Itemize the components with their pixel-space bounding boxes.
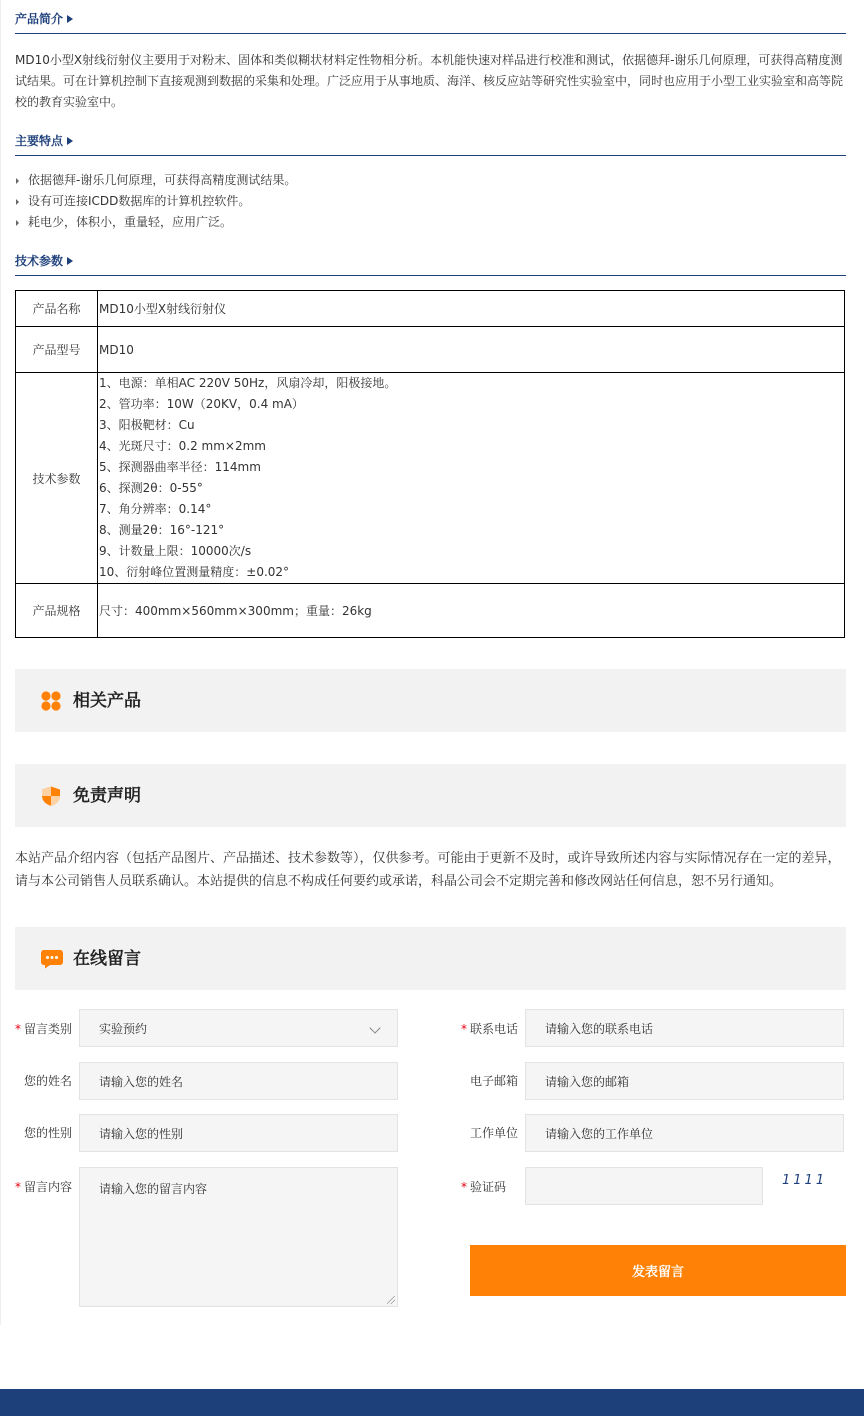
spec-value: MD10小型X射线衍射仪 xyxy=(98,291,845,327)
name-placeholder: 请输入您的姓名 xyxy=(99,1074,184,1089)
phone-label: * 联系电话 xyxy=(460,1022,518,1036)
spec-key: 产品规格 xyxy=(16,584,98,638)
chat-bubble-icon xyxy=(41,949,63,969)
intro-text: MD10小型X射线衍射仪主要用于对粉末、固体和类似糊状材料定性物相分析。本机能快速对样品进行校准和测试，依据德拜-谢乐几何原理，可获得高精度测试结果。可在计算机控制下直接观测到数据的采集和处理。广泛应用于从事地质、海洋、核反应站等研究性实验室中，同时也应用于小型工业实验室和高等院校的教育实验室中。 xyxy=(15,53,844,109)
spec-line: 3、阳极靶材：Cu xyxy=(99,418,195,432)
message-title: 在线留言 xyxy=(73,949,141,969)
spec-line: 2、管功率：10W（20KV，0.4 mA） xyxy=(99,397,304,411)
spec-line: 10、衍射峰位置测量精度：±0.02° xyxy=(99,565,290,579)
phone-placeholder: 请输入您的联系电话 xyxy=(545,1021,654,1036)
resize-handle-icon[interactable] xyxy=(387,1296,395,1304)
feature-item: 依据德拜-谢乐几何原理，可获得高精度测试结果。 xyxy=(15,170,847,191)
features-list xyxy=(15,170,847,233)
spec-key: 技术参数 xyxy=(16,373,98,584)
message-header xyxy=(15,927,846,990)
category-label: * 留言类别 xyxy=(15,1022,73,1036)
triangle-right-icon xyxy=(67,137,73,145)
specs-title: 技术参数 xyxy=(15,254,64,268)
spec-key: 产品名称 xyxy=(16,291,98,327)
spec-value: MD10 xyxy=(98,327,845,373)
disclaimer-text: 本站产品介绍内容（包括产品图片、产品描述、技术参数等），仅供参考。可能由于更新不及时，或许导致所述内容与实际情况存在一定的差异，请与本公司销售人员联系确认。本站提供的信息不构成任何要约或承诺，科晶公司会不定期完善和修改网站任何信息，恕不另行通知。 xyxy=(15,851,841,889)
captcha-image[interactable]: 1111 xyxy=(782,1173,828,1188)
email-placeholder: 请输入您的邮箱 xyxy=(545,1074,630,1089)
spec-line: 4、光斑尺寸：0.2 mm×2mm xyxy=(99,439,266,453)
category-select[interactable] xyxy=(79,1009,398,1047)
spec-line: 5、探测器曲率半径：114mm xyxy=(99,460,261,474)
company-placeholder: 请输入您的工作单位 xyxy=(545,1126,654,1141)
name-label: 您的姓名 xyxy=(23,1074,72,1088)
triangle-right-icon xyxy=(67,257,73,265)
phone-input[interactable] xyxy=(525,1009,844,1047)
disclaimer-title: 免责声明 xyxy=(73,786,141,806)
gender-label: 您的性别 xyxy=(23,1126,72,1140)
spec-key: 产品型号 xyxy=(16,327,98,373)
spec-table xyxy=(15,290,845,638)
table-row xyxy=(16,373,845,584)
captcha-label: * 验证码 xyxy=(460,1180,506,1194)
email-input[interactable] xyxy=(525,1062,844,1100)
content-textarea[interactable] xyxy=(79,1167,398,1307)
spec-line: 6、探测2θ：0-55° xyxy=(99,481,203,495)
grid-petals-icon xyxy=(41,691,61,711)
specs-section-header xyxy=(15,250,846,276)
footer-bar xyxy=(0,1389,864,1416)
spec-line: 7、角分辨率：0.14° xyxy=(99,502,212,516)
category-selected-value: 实验预约 xyxy=(99,1021,148,1036)
submit-button[interactable]: 发表留言 xyxy=(470,1245,846,1296)
table-row xyxy=(16,327,845,373)
content-placeholder: 请输入您的留言内容 xyxy=(99,1182,208,1196)
email-label: 电子邮箱 xyxy=(469,1074,518,1088)
disclaimer-header xyxy=(15,764,846,827)
left-edge-line xyxy=(0,0,1,1325)
required-mark: * xyxy=(15,1180,21,1194)
required-mark: * xyxy=(460,1180,467,1194)
table-row xyxy=(16,584,845,638)
gender-placeholder: 请输入您的性别 xyxy=(99,1126,184,1141)
triangle-right-icon xyxy=(67,15,73,23)
related-products-header xyxy=(15,669,846,732)
content-label: * 留言内容 xyxy=(15,1180,73,1194)
feature-item: 设有可连接ICDD数据库的计算机控软件。 xyxy=(15,191,847,212)
related-products-title: 相关产品 xyxy=(73,691,141,711)
features-title: 主要特点 xyxy=(15,134,64,148)
spec-line: 1、电源：单相AC 220V 50Hz，风扇冷却，阳极接地。 xyxy=(99,376,397,390)
table-row xyxy=(16,291,845,327)
intro-title: 产品简介 xyxy=(15,12,64,26)
feature-item: 耗电少，体积小，重量轻，应用广泛。 xyxy=(15,212,847,233)
spec-value xyxy=(98,373,845,584)
spec-line: 8、测量2θ：16°-121° xyxy=(99,523,225,537)
spec-value: 尺寸：400mm×560mm×300mm；重量：26kg xyxy=(98,584,845,638)
shield-icon xyxy=(41,786,61,806)
spec-line: 9、计数量上限：10000次/s xyxy=(99,544,252,558)
intro-section-header xyxy=(15,8,846,34)
captcha-input[interactable] xyxy=(525,1167,763,1205)
required-mark: * xyxy=(460,1022,467,1036)
features-section-header xyxy=(15,130,846,156)
name-input[interactable] xyxy=(79,1062,398,1100)
gender-input[interactable] xyxy=(79,1114,398,1152)
company-input[interactable] xyxy=(525,1114,844,1152)
company-label: 工作单位 xyxy=(469,1126,518,1140)
chevron-down-icon xyxy=(369,1022,380,1033)
required-mark: * xyxy=(15,1022,21,1036)
